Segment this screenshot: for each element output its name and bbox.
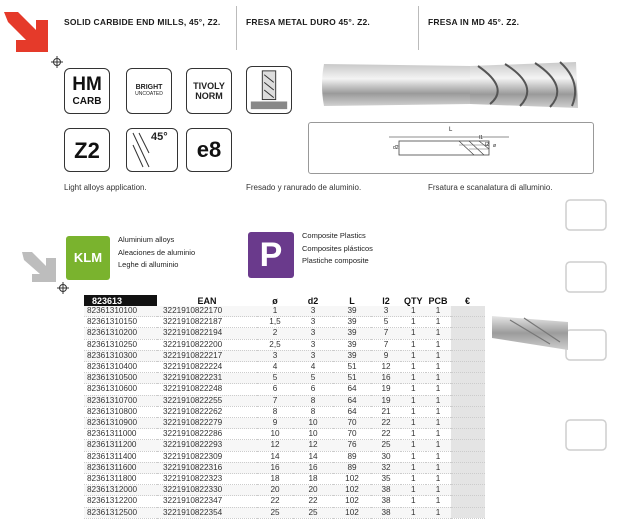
title-english: SOLID CARBIDE END MILLS, 45°, Z2.	[64, 17, 221, 27]
cell-d2: 12	[293, 440, 333, 451]
cell-price	[451, 429, 485, 440]
cell-length: 51	[333, 362, 371, 373]
cell-pcb: 1	[426, 362, 451, 373]
cell-code: 82361311800	[84, 474, 157, 485]
cell-d2: 3	[293, 306, 333, 317]
cell-qty: 1	[401, 306, 426, 317]
cell-diameter: 16	[257, 462, 293, 473]
klm-line: Aluminium alloys	[118, 235, 175, 244]
cell-d2: 22	[293, 496, 333, 507]
title-spanish: FRESA METAL DURO 45°. Z2.	[246, 17, 370, 27]
table-row	[84, 406, 485, 417]
cell-code: 82361310150	[84, 317, 157, 328]
header-diameter: ø	[257, 295, 293, 306]
cell-l2: 38	[371, 507, 401, 518]
table-row	[84, 350, 485, 361]
cell-length: 102	[333, 496, 371, 507]
cell-ean: 3221910822170	[157, 306, 257, 317]
header-length: L	[333, 295, 371, 306]
cell-qty: 1	[401, 507, 426, 518]
title-italian: FRESA IN MD 45°. Z2.	[428, 17, 520, 27]
p-label: P	[259, 236, 283, 274]
cell-length: 64	[333, 384, 371, 395]
cell-diameter: 9	[257, 418, 293, 429]
badge-carb-label: CARB	[72, 96, 102, 107]
gray-arrow-icon	[20, 250, 62, 284]
table-header-row	[84, 295, 485, 306]
cell-code: 82361310800	[84, 406, 157, 417]
cell-diameter: 3	[257, 350, 293, 361]
badge-angle-label: 45°	[151, 131, 168, 143]
cell-d2: 14	[293, 451, 333, 462]
cell-ean: 3221910822200	[157, 339, 257, 350]
z2-flutes-badge	[64, 128, 110, 172]
cell-qty: 1	[401, 339, 426, 350]
cell-code: 82361310400	[84, 362, 157, 373]
table-row	[84, 384, 485, 395]
cell-diameter: 1,5	[257, 317, 293, 328]
cell-diameter: 18	[257, 474, 293, 485]
cell-length: 51	[333, 373, 371, 384]
cell-diameter: 20	[257, 485, 293, 496]
badge-bright-label: BRIGHT	[135, 84, 163, 91]
header-code: 823613	[84, 295, 157, 306]
cell-length: 39	[333, 339, 371, 350]
cell-pcb: 1	[426, 395, 451, 406]
cell-d2: 4	[293, 362, 333, 373]
cell-diameter: 22	[257, 496, 293, 507]
cell-qty: 1	[401, 462, 426, 473]
cell-ean: 3221910822330	[157, 485, 257, 496]
cell-length: 70	[333, 429, 371, 440]
table-row	[84, 418, 485, 429]
cell-length: 39	[333, 306, 371, 317]
cell-ean: 3221910822224	[157, 362, 257, 373]
cell-l2: 7	[371, 328, 401, 339]
cell-qty: 1	[401, 474, 426, 485]
header-ean: EAN	[157, 295, 257, 306]
cell-price	[451, 474, 485, 485]
drawing-label-l2: l2	[485, 142, 489, 148]
red-arrow-icon	[2, 10, 52, 56]
cell-diameter: 25	[257, 507, 293, 518]
cell-ean: 3221910822262	[157, 406, 257, 417]
table-row	[84, 440, 485, 451]
cell-price	[451, 451, 485, 462]
cell-pcb: 1	[426, 306, 451, 317]
crosshair-icon	[51, 56, 63, 68]
cell-ean: 3221910822286	[157, 429, 257, 440]
header-d2: d2	[293, 295, 333, 306]
cell-price	[451, 496, 485, 507]
cell-d2: 3	[293, 350, 333, 361]
p-material-text	[302, 230, 373, 268]
cell-qty: 1	[401, 395, 426, 406]
cell-diameter: 6	[257, 384, 293, 395]
cell-d2: 3	[293, 339, 333, 350]
cell-qty: 1	[401, 429, 426, 440]
table-row	[84, 462, 485, 473]
cell-length: 64	[333, 395, 371, 406]
cell-ean: 3221910822347	[157, 496, 257, 507]
cell-ean: 3221910822279	[157, 418, 257, 429]
table-row	[84, 317, 485, 328]
cell-ean: 3221910822248	[157, 384, 257, 395]
cell-d2: 3	[293, 328, 333, 339]
cell-qty: 1	[401, 485, 426, 496]
cell-price	[451, 395, 485, 406]
cell-l2: 30	[371, 451, 401, 462]
drawing-label-d2: d2	[393, 145, 399, 151]
cell-price	[451, 406, 485, 417]
cell-l2: 19	[371, 384, 401, 395]
cell-diameter: 4	[257, 362, 293, 373]
klm-material-badge	[66, 236, 110, 280]
header-pcb: PCB	[426, 295, 451, 306]
header-l2: l2	[371, 295, 401, 306]
cell-l2: 21	[371, 406, 401, 417]
cell-qty: 1	[401, 350, 426, 361]
cell-qty: 1	[401, 440, 426, 451]
cell-length: 70	[333, 418, 371, 429]
cell-code: 82361310700	[84, 395, 157, 406]
cell-price	[451, 507, 485, 518]
table-row	[84, 328, 485, 339]
p-line: Composites plásticos	[302, 243, 373, 253]
cell-l2: 22	[371, 418, 401, 429]
cell-code: 82361310300	[84, 350, 157, 361]
cell-qty: 1	[401, 317, 426, 328]
drawing-label-phi: ø	[493, 143, 497, 149]
klm-line: Leghe di alluminio	[118, 260, 179, 269]
cell-code: 82361310250	[84, 339, 157, 350]
cell-code: 82361310500	[84, 373, 157, 384]
cell-ean: 3221910822354	[157, 507, 257, 518]
cell-code: 82361311600	[84, 462, 157, 473]
cell-qty: 1	[401, 496, 426, 507]
cell-price	[451, 362, 485, 373]
cell-d2: 8	[293, 406, 333, 417]
cell-code: 82361312000	[84, 485, 157, 496]
table-row	[84, 451, 485, 462]
klm-line: Aleaciones de aluminio	[118, 247, 196, 257]
p-line: Plastiche composite	[302, 256, 369, 265]
cell-diameter: 7	[257, 395, 293, 406]
application-spanish: Fresado y ranurado de aluminio.	[246, 183, 362, 192]
cell-ean: 3221910822194	[157, 328, 257, 339]
cell-diameter: 14	[257, 451, 293, 462]
technical-drawing	[308, 122, 594, 174]
cell-d2: 18	[293, 474, 333, 485]
header-qty: QTY	[401, 295, 426, 306]
cell-length: 39	[333, 317, 371, 328]
cell-diameter: 2,5	[257, 339, 293, 350]
cell-l2: 38	[371, 485, 401, 496]
crosshair-icon	[57, 282, 69, 294]
cell-price	[451, 485, 485, 496]
table-row	[84, 507, 485, 518]
product-table	[84, 295, 485, 519]
bright-uncoated-badge	[126, 68, 172, 114]
klm-label: KLM	[73, 250, 103, 265]
cell-price	[451, 462, 485, 473]
cell-ean: 3221910822231	[157, 373, 257, 384]
cell-pcb: 1	[426, 440, 451, 451]
cell-ean: 3221910822187	[157, 317, 257, 328]
badge-hm-label: HM	[72, 74, 102, 95]
table-row	[84, 429, 485, 440]
cell-code: 82361312500	[84, 507, 157, 518]
cell-diameter: 5	[257, 373, 293, 384]
cell-pcb: 1	[426, 317, 451, 328]
cell-d2: 16	[293, 462, 333, 473]
header-price: €	[451, 295, 485, 306]
cell-diameter: 2	[257, 328, 293, 339]
cell-pcb: 1	[426, 339, 451, 350]
cell-ean: 3221910822255	[157, 395, 257, 406]
cell-code: 82361310100	[84, 306, 157, 317]
column-divider	[418, 6, 419, 50]
drawing-label-l: L	[449, 127, 453, 133]
cell-d2: 5	[293, 373, 333, 384]
table-row	[84, 485, 485, 496]
cell-pcb: 1	[426, 429, 451, 440]
cell-pcb: 1	[426, 373, 451, 384]
cell-l2: 25	[371, 440, 401, 451]
cell-d2: 10	[293, 418, 333, 429]
badge-uncoated-label: UNCOATED	[135, 91, 163, 97]
cell-qty: 1	[401, 373, 426, 384]
cell-l2: 3	[371, 306, 401, 317]
cell-code: 82361311000	[84, 429, 157, 440]
p-material-badge	[248, 232, 294, 278]
cell-ean: 3221910822293	[157, 440, 257, 451]
cell-price	[451, 306, 485, 317]
cell-price	[451, 350, 485, 361]
cell-price	[451, 418, 485, 429]
cell-ean: 3221910822316	[157, 462, 257, 473]
table-row	[84, 306, 485, 317]
badge-e8-label: e8	[196, 137, 222, 162]
cell-l2: 22	[371, 429, 401, 440]
cell-diameter: 10	[257, 429, 293, 440]
cell-l2: 32	[371, 462, 401, 473]
cell-code: 82361310600	[84, 384, 157, 395]
cell-qty: 1	[401, 406, 426, 417]
cell-price	[451, 339, 485, 350]
cell-d2: 25	[293, 507, 333, 518]
application-italian: Frsatura e scanalatura di alluminio.	[428, 183, 553, 192]
cell-qty: 1	[401, 384, 426, 395]
helix-icon	[129, 131, 153, 169]
cell-length: 89	[333, 451, 371, 462]
cell-d2: 3	[293, 317, 333, 328]
cell-price	[451, 440, 485, 451]
cell-pcb: 1	[426, 462, 451, 473]
cell-length: 76	[333, 440, 371, 451]
cell-length: 102	[333, 474, 371, 485]
cell-qty: 1	[401, 328, 426, 339]
cell-diameter: 1	[257, 306, 293, 317]
table-row	[84, 362, 485, 373]
cell-length: 89	[333, 462, 371, 473]
end-mill-photo	[320, 58, 580, 112]
cell-d2: 20	[293, 485, 333, 496]
tivoly-norm-badge	[186, 68, 232, 114]
cell-qty: 1	[401, 362, 426, 373]
cell-length: 64	[333, 406, 371, 417]
cell-pcb: 1	[426, 474, 451, 485]
cell-qty: 1	[401, 451, 426, 462]
cell-length: 102	[333, 507, 371, 518]
application-english: Light alloys application.	[64, 183, 147, 192]
badge-tivoly-label: TIVOLY	[193, 81, 225, 91]
cell-l2: 9	[371, 350, 401, 361]
cell-price	[451, 373, 485, 384]
cell-pcb: 1	[426, 418, 451, 429]
cell-l2: 12	[371, 362, 401, 373]
table-row	[84, 395, 485, 406]
cell-price	[451, 384, 485, 395]
cell-d2: 6	[293, 384, 333, 395]
cell-d2: 8	[293, 395, 333, 406]
cell-price	[451, 317, 485, 328]
e8-tolerance-badge	[186, 128, 232, 172]
cell-code: 82361310900	[84, 418, 157, 429]
cell-pcb: 1	[426, 384, 451, 395]
end-mill-side-photo	[490, 308, 570, 354]
cell-price	[451, 328, 485, 339]
cell-l2: 7	[371, 339, 401, 350]
table-row	[84, 339, 485, 350]
cell-length: 102	[333, 485, 371, 496]
cell-qty: 1	[401, 418, 426, 429]
cell-l2: 38	[371, 496, 401, 507]
cell-pcb: 1	[426, 406, 451, 417]
cell-pcb: 1	[426, 507, 451, 518]
column-divider	[236, 6, 237, 50]
cell-ean: 3221910822323	[157, 474, 257, 485]
cell-pcb: 1	[426, 328, 451, 339]
cell-length: 39	[333, 350, 371, 361]
helix-angle-badge	[126, 128, 178, 172]
end-mill-shape-icon	[246, 66, 292, 114]
klm-material-text	[118, 234, 195, 272]
badge-norm-label: NORM	[195, 91, 223, 101]
cell-code: 82361311200	[84, 440, 157, 451]
table-row	[84, 474, 485, 485]
cell-ean: 3221910822309	[157, 451, 257, 462]
cell-pcb: 1	[426, 451, 451, 462]
cell-code: 82361310200	[84, 328, 157, 339]
cell-code: 82361311400	[84, 451, 157, 462]
cell-pcb: 1	[426, 350, 451, 361]
cell-length: 39	[333, 328, 371, 339]
cell-l2: 5	[371, 317, 401, 328]
drawing-label-l1: l1	[479, 135, 483, 141]
p-line: Composite Plastics	[302, 231, 366, 240]
table-row	[84, 373, 485, 384]
cell-pcb: 1	[426, 485, 451, 496]
cell-code: 82361312200	[84, 496, 157, 507]
table-body	[84, 306, 485, 518]
cell-ean: 3221910822217	[157, 350, 257, 361]
hm-carbide-badge	[64, 68, 110, 114]
cell-diameter: 12	[257, 440, 293, 451]
badge-z2-label: Z2	[74, 138, 100, 163]
cell-l2: 16	[371, 373, 401, 384]
cell-l2: 35	[371, 474, 401, 485]
cell-d2: 10	[293, 429, 333, 440]
table-row	[84, 496, 485, 507]
cell-diameter: 8	[257, 406, 293, 417]
cell-l2: 19	[371, 395, 401, 406]
cell-pcb: 1	[426, 496, 451, 507]
